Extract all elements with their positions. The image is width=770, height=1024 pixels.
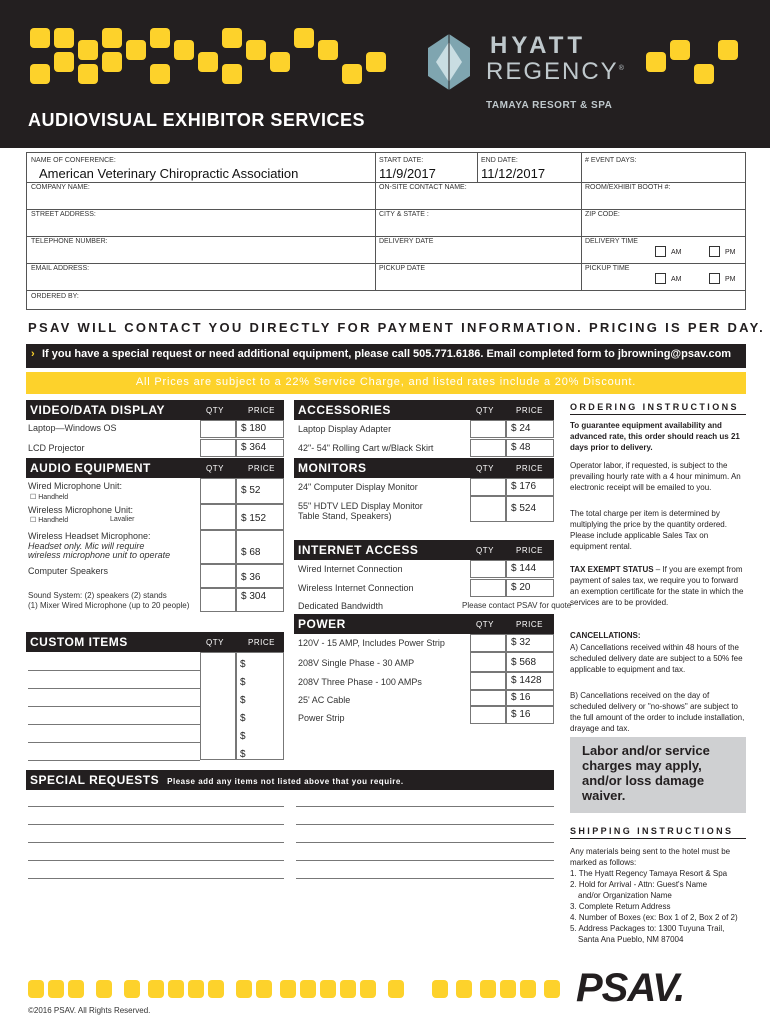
item-bandwidth: Dedicated Bandwidth bbox=[298, 601, 384, 611]
decor-square bbox=[54, 52, 74, 72]
cancellations-title: CANCELLATIONS: bbox=[570, 631, 641, 640]
qty-input[interactable] bbox=[200, 420, 236, 438]
bandwidth-quote-note: Please contact PSAV for quote bbox=[462, 601, 572, 610]
qty-input[interactable] bbox=[470, 478, 506, 496]
zip-field[interactable]: ZIP CODE: bbox=[585, 211, 620, 218]
qty-input[interactable] bbox=[470, 690, 506, 706]
decor-square bbox=[646, 52, 666, 72]
item-ac-cable: 25' AC Cable bbox=[298, 695, 351, 705]
decor-square bbox=[102, 52, 122, 72]
price-cell: $ 304 bbox=[236, 588, 284, 612]
price-cell: $ 36 bbox=[236, 564, 284, 588]
qty-input[interactable] bbox=[470, 496, 506, 522]
cancellation-a: A) Cancellations received within 48 hours of the scheduled delivery date are subject to a 50% fee applicable to equipment and tax. bbox=[570, 643, 743, 674]
shipping-line: 1. The Hyatt Regency Tamaya Resort & Spa bbox=[570, 869, 728, 878]
decor-square bbox=[78, 40, 98, 60]
qty-input[interactable] bbox=[470, 560, 506, 578]
special-request-bar: › If you have a special request or need additional equipment, please call 505.771.6186. Email completed form to jbrowning@psav.com bbox=[26, 344, 746, 368]
item-speakers: Computer Speakers bbox=[28, 566, 109, 576]
hotel-subtitle: TAMAYA RESORT & SPA bbox=[486, 100, 613, 111]
page-title: AUDIOVISUAL EXHIBITOR SERVICES bbox=[28, 110, 366, 130]
shipping-line: and/or Organization Name bbox=[578, 891, 672, 900]
decor-square bbox=[318, 40, 338, 60]
qty-input[interactable] bbox=[470, 579, 506, 597]
price-cell: $ 48 bbox=[506, 439, 554, 457]
monitors-section-header: MONITORS QTY PRICE bbox=[294, 458, 554, 478]
decor-square bbox=[294, 28, 314, 48]
item-laptop: Laptop—Windows OS bbox=[28, 423, 117, 433]
payment-notice: PSAV WILL CONTACT YOU DIRECTLY FOR PAYMENT INFORMATION. PRICING IS PER DAY. bbox=[28, 320, 766, 335]
decor-square bbox=[270, 52, 290, 72]
regency-wordmark: REGENCY® bbox=[486, 58, 626, 85]
price-cell: $ 20 bbox=[506, 579, 554, 597]
ordering-p2: Operator labor, if requested, is subject to the prevailing hourly rate with a 4 hour minimum. An electronic receipt will be emailed to you. bbox=[570, 461, 741, 492]
decor-square bbox=[150, 64, 170, 84]
ordering-tax: TAX EXEMPT STATUS – If you are exempt from payment of sales tax, we require you to forward an exemption certificate for the state in which the services are to be provided. bbox=[570, 565, 744, 607]
decor-square bbox=[30, 28, 50, 48]
decor-square bbox=[246, 40, 266, 60]
pm-label: PM bbox=[725, 276, 736, 283]
decor-square bbox=[670, 40, 690, 60]
delivery-pm-checkbox[interactable] bbox=[709, 246, 720, 257]
qty-input[interactable] bbox=[470, 420, 506, 438]
price-cell: $ 32 bbox=[506, 634, 554, 652]
price-cell: $ 52 bbox=[236, 478, 284, 504]
item-power-208v-single: 208V Single Phase - 30 AMP bbox=[298, 658, 415, 668]
item-power-strip: Power Strip bbox=[298, 713, 345, 723]
item-projector: LCD Projector bbox=[28, 443, 85, 453]
street-field[interactable]: STREET ADDRESS: bbox=[31, 211, 96, 218]
qty-input[interactable] bbox=[200, 564, 236, 588]
decor-square bbox=[718, 40, 738, 60]
qty-input[interactable] bbox=[200, 588, 236, 612]
qty-input[interactable] bbox=[200, 439, 236, 457]
pickup-pm-checkbox[interactable] bbox=[709, 273, 720, 284]
item-display-adapter: Laptop Display Adapter bbox=[298, 424, 392, 434]
headset-note: Headset only. Mic will require bbox=[28, 541, 145, 551]
item-24-monitor: 24" Computer Display Monitor bbox=[298, 482, 418, 492]
item-power-208v-three: 208V Three Phase - 100 AMPs bbox=[298, 677, 422, 687]
city-state-field[interactable]: CITY & STATE : bbox=[379, 211, 429, 218]
start-date-field[interactable]: START DATE: 11/9/2017 bbox=[379, 157, 436, 181]
audio-section-header: AUDIO EQUIPMENT QTY PRICE bbox=[26, 458, 284, 478]
ordering-instructions-title: ORDERING INSTRUCTIONS bbox=[570, 402, 739, 412]
ordering-p3: The total charge per item is determined by multiplying the price by the quantity ordered. Please include applicable Sales Tax on equipment rental. bbox=[570, 509, 727, 551]
shipping-line: 4. Number of Boxes (ex: Box 1 of 2, Box 2 of 2) bbox=[570, 913, 738, 922]
pickup-date-field[interactable]: PICKUP DATE bbox=[379, 265, 426, 272]
decor-square bbox=[366, 52, 386, 72]
wireless-lavalier-option[interactable]: Lavalier bbox=[110, 516, 135, 523]
decor-square bbox=[54, 28, 74, 48]
decor-square bbox=[30, 64, 50, 84]
decor-square bbox=[222, 64, 242, 84]
price-cell: $ 568 bbox=[506, 652, 554, 672]
item-wired-internet: Wired Internet Connection bbox=[298, 564, 403, 574]
qty-input[interactable] bbox=[470, 634, 506, 652]
company-field[interactable]: COMPANY NAME: bbox=[31, 184, 90, 191]
hyatt-logo-icon bbox=[428, 34, 470, 90]
custom-section-header: CUSTOM ITEMS QTY PRICE bbox=[26, 632, 284, 652]
shipping-line: 3. Complete Return Address bbox=[570, 902, 671, 911]
price-cell: $ 144 bbox=[506, 560, 554, 578]
decor-square bbox=[342, 64, 362, 84]
price-cell: $ 524 bbox=[506, 496, 554, 522]
pm-label: PM bbox=[725, 249, 736, 256]
price-cell: $ 16 bbox=[506, 706, 554, 724]
am-label: AM bbox=[671, 276, 682, 283]
item-headset: Wireless Headset Microphone: bbox=[28, 531, 151, 541]
accessories-section-header: ACCESSORIES QTY PRICE bbox=[294, 400, 554, 420]
am-label: AM bbox=[671, 249, 682, 256]
hyatt-wordmark: HYATT bbox=[490, 32, 587, 59]
special-requests-header: SPECIAL REQUESTS Please add any items not listed above that you require. bbox=[26, 770, 554, 790]
ordering-p1: To guarantee equipment availability and advanced rate, this order should reach us 21 days prior to delivery. bbox=[570, 421, 740, 452]
item-wireless-mic: Wireless Microphone Unit: bbox=[28, 505, 134, 515]
price-cell: $ 180 bbox=[236, 420, 284, 438]
copyright: ©2016 PSAV. All Rights Reserved. bbox=[28, 1006, 151, 1015]
video-section-header: VIDEO/DATA DISPLAY QTY PRICE bbox=[26, 400, 284, 420]
qty-input[interactable] bbox=[470, 652, 506, 672]
pickup-time-field[interactable]: PICKUP TIME bbox=[585, 265, 630, 272]
pickup-am-checkbox[interactable] bbox=[655, 273, 666, 284]
qty-input[interactable] bbox=[470, 706, 506, 724]
internet-section-header: INTERNET ACCESS QTY PRICE bbox=[294, 540, 554, 560]
email-field[interactable]: EMAIL ADDRESS: bbox=[31, 265, 90, 272]
cancellation-b: B) Cancellations received on the day of scheduled delivery or "no-shows" are subject to the full amount of the order to include installation, drayage and tax. bbox=[570, 691, 745, 733]
event-days-field[interactable]: # EVENT DAYS: bbox=[585, 157, 637, 164]
qty-input[interactable] bbox=[470, 672, 506, 690]
delivery-am-checkbox[interactable] bbox=[655, 246, 666, 257]
price-cell: $ 24 bbox=[506, 420, 554, 438]
delivery-time-field[interactable]: DELIVERY TIME bbox=[585, 238, 638, 245]
psav-logo: PSAV. bbox=[576, 966, 685, 1010]
item-wired-mic: Wired Microphone Unit: bbox=[28, 481, 123, 491]
onsite-contact-field[interactable]: ON-SITE CONTACT NAME: bbox=[379, 184, 467, 191]
conference-field[interactable]: NAME OF CONFERENCE: American Veterinary Chiropractic Association bbox=[31, 157, 299, 181]
item-55-monitor: 55" HDTV LED Display Monitor bbox=[298, 501, 423, 511]
power-section-header: POWER QTY PRICE bbox=[294, 614, 554, 634]
decor-square bbox=[150, 28, 170, 48]
item-55-monitor-note: Table Stand, Speakers) bbox=[298, 511, 392, 521]
qty-input[interactable] bbox=[200, 478, 236, 504]
decor-square bbox=[694, 64, 714, 84]
shipping-line: 5. Address Packages to: 1300 Tuyuna Trail, bbox=[570, 924, 725, 933]
shipping-instructions-title: SHIPPING INSTRUCTIONS bbox=[570, 826, 734, 836]
item-sound-system: Sound System: (2) speakers (2) stands bbox=[28, 591, 167, 600]
header-banner bbox=[0, 0, 770, 148]
decor-square bbox=[102, 28, 122, 48]
price-cell: $ 1428 bbox=[506, 672, 554, 690]
room-booth-field[interactable]: ROOM/EXHIBIT BOOTH #: bbox=[585, 184, 671, 191]
phone-field[interactable]: TELEPHONE NUMBER: bbox=[31, 238, 108, 245]
shipping-intro: Any materials being sent to the hotel must be marked as follows: bbox=[570, 847, 731, 867]
service-charge-bar: All Prices are subject to a 22% Service Charge, and listed rates include a 20% Discount. bbox=[26, 372, 746, 394]
wired-handheld-option[interactable]: ☐ Handheld bbox=[30, 494, 69, 501]
price-cell: $ 68 bbox=[236, 530, 284, 564]
labor-notice: Labor and/or service charges may apply, and/or loss damage waiver. bbox=[570, 737, 746, 813]
price-cell: $ 176 bbox=[506, 478, 554, 496]
contact-form bbox=[26, 152, 746, 310]
qty-input[interactable] bbox=[200, 530, 236, 564]
shipping-line: Santa Ana Pueblo, NM 87004 bbox=[578, 935, 684, 944]
decor-square bbox=[198, 52, 218, 72]
shipping-line: 2. Hold for Arrival - Attn: Guest's Name bbox=[570, 880, 708, 889]
item-wireless-internet: Wireless Internet Connection bbox=[298, 583, 414, 593]
wireless-handheld-option[interactable]: ☐ Handheld bbox=[30, 517, 69, 524]
price-cell: $ 364 bbox=[236, 439, 284, 457]
decor-square bbox=[78, 64, 98, 84]
qty-input[interactable] bbox=[200, 504, 236, 530]
price-cell: $ 152 bbox=[236, 504, 284, 530]
price-cell: $ 16 bbox=[506, 690, 554, 706]
sound-system-note: (1) Mixer Wired Microphone (up to 20 people) bbox=[28, 601, 190, 610]
qty-input[interactable] bbox=[470, 439, 506, 457]
item-power-120v: 120V - 15 AMP, Includes Power Strip bbox=[298, 638, 445, 648]
headset-note: wireless microphone unit to operate bbox=[28, 550, 171, 560]
item-rolling-cart: 42"- 54" Rolling Cart w/Black Skirt bbox=[298, 443, 434, 453]
decor-square bbox=[126, 40, 146, 60]
custom-qty-column[interactable] bbox=[200, 652, 236, 760]
end-date-field[interactable]: END DATE: 11/12/2017 bbox=[481, 157, 546, 181]
arrow-icon: › bbox=[31, 348, 35, 360]
decor-square bbox=[174, 40, 194, 60]
delivery-date-field[interactable]: DELIVERY DATE bbox=[379, 238, 434, 245]
decor-square bbox=[222, 28, 242, 48]
ordered-by-field[interactable]: ORDERED BY: bbox=[31, 293, 79, 300]
